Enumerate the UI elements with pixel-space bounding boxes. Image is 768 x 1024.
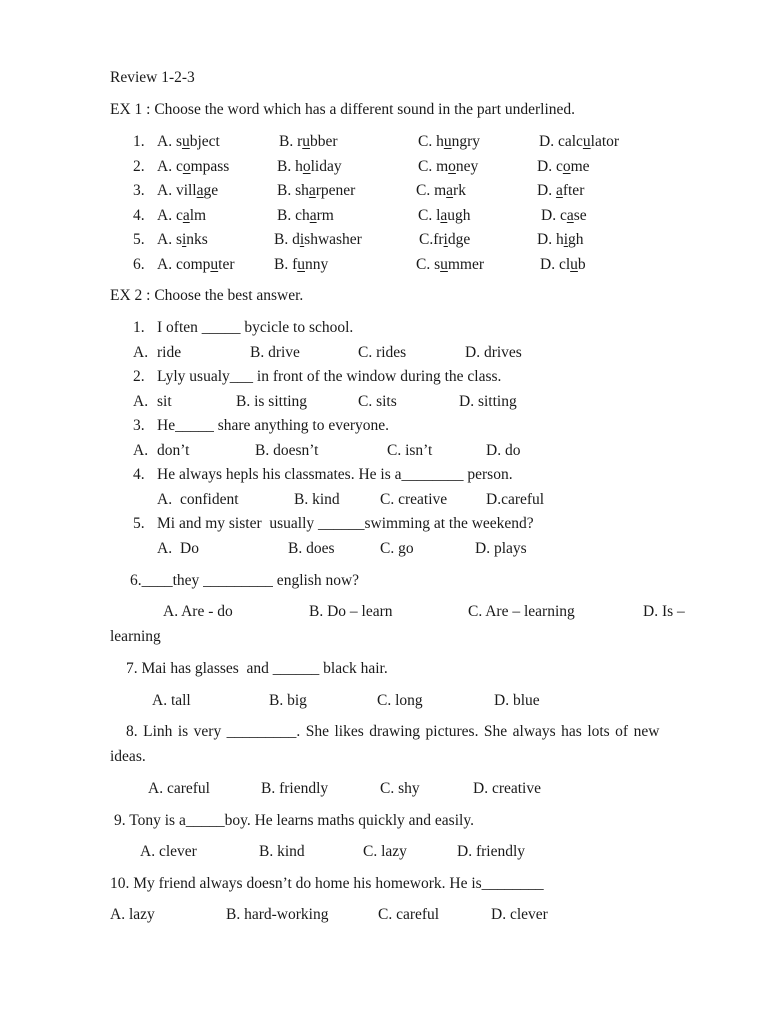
ex2-option-d: D. clever bbox=[491, 906, 548, 923]
ex2-option-c: C. shy bbox=[380, 780, 420, 797]
ex2-question-text: Lyly usualy___ in front of the window during the class. bbox=[157, 368, 502, 385]
ex2-option-b: B. big bbox=[269, 692, 307, 709]
ex1-option-a: A. subject bbox=[157, 133, 220, 150]
ex1-item-number: 1. bbox=[133, 133, 145, 150]
ex1-option-c: C. summer bbox=[416, 256, 485, 273]
ex1-option-b: B. sharpener bbox=[277, 182, 356, 199]
ex1-option-b: B. funny bbox=[274, 256, 329, 273]
ex2-option-b: B. Do – learn bbox=[309, 603, 393, 620]
ex1-item-number: 5. bbox=[133, 231, 145, 248]
ex2-option-a: A. Are - do bbox=[163, 603, 233, 620]
ex2-question-text: He always hepls his classmates. He is a________ person. bbox=[157, 466, 513, 483]
ex2-option-b: B. kind bbox=[294, 491, 340, 508]
ex1-option-b: B. dishwasher bbox=[274, 231, 362, 248]
ex2-option-d: D. Is – bbox=[643, 603, 685, 620]
ex2-option-a: A. careful bbox=[148, 780, 210, 797]
ex1-option-c: C. money bbox=[418, 158, 479, 175]
ex2-option-c: C. Are – learning bbox=[468, 603, 575, 620]
ex1-option-d: D. after bbox=[537, 182, 585, 199]
ex1-option-b: B. charm bbox=[277, 207, 334, 224]
ex2-option-a: don’t bbox=[157, 442, 190, 459]
ex2-option-d: D. creative bbox=[473, 780, 541, 797]
ex2-question-number: 4. bbox=[133, 466, 145, 483]
ex2-heading: EX 2 : Choose the best answer. bbox=[110, 287, 304, 304]
ex2-question-text: I often _____ bycicle to school. bbox=[157, 319, 354, 336]
ex1-item-number: 3. bbox=[133, 182, 145, 199]
ex2-question-text: 10. My friend always doesn’t do home his homework. He is________ bbox=[110, 875, 544, 892]
ex2-option-b: B. does bbox=[288, 540, 335, 557]
ex2-option-d: D. sitting bbox=[459, 393, 517, 410]
ex1-option-c: C. mark bbox=[416, 182, 466, 199]
ex2-question-text: He_____ share anything to everyone. bbox=[157, 417, 390, 434]
ex2-option-a-letter: A. bbox=[157, 491, 173, 508]
ex1-option-c: C.fridge bbox=[419, 231, 471, 248]
ex1-option-d: D. come bbox=[537, 158, 590, 175]
ex2-question-number: 3. bbox=[133, 417, 145, 434]
ex1-item-number: 6. bbox=[133, 256, 145, 273]
ex2-option-a: A. lazy bbox=[110, 906, 155, 923]
ex1-option-d: D. case bbox=[541, 207, 587, 224]
ex2-option-d: D. friendly bbox=[457, 843, 526, 860]
page-title: Review 1-2-3 bbox=[110, 69, 195, 86]
ex1-option-a: A. sinks bbox=[157, 231, 208, 248]
ex1-item-number: 2. bbox=[133, 158, 145, 175]
ex2-option-d-continued: learning bbox=[110, 628, 161, 645]
ex1-option-b: B. rubber bbox=[279, 133, 338, 150]
ex2-option-c: C. rides bbox=[358, 344, 407, 361]
ex2-option-a: A. clever bbox=[140, 843, 197, 860]
ex2-option-d: D. drives bbox=[465, 344, 522, 361]
ex2-question-text: 9. Tony is a_____boy. He learns maths quickly and easily. bbox=[114, 812, 474, 829]
ex2-question-number: 1. bbox=[133, 319, 145, 336]
ex2-question-number: 5. bbox=[133, 515, 145, 532]
ex2-option-a: sit bbox=[157, 393, 172, 410]
ex1-option-a: A. village bbox=[157, 182, 219, 199]
ex2-question-text-continued: ideas. bbox=[110, 748, 146, 765]
ex1-heading: EX 1 : Choose the word which has a different sound in the part underlined. bbox=[110, 101, 576, 118]
ex2-option-c: C. long bbox=[377, 692, 423, 709]
ex1-option-c: C. laugh bbox=[418, 207, 471, 224]
ex2-question-text: 8. Linh is very _________. She likes drawing pictures. She always has lots of new bbox=[126, 723, 660, 740]
ex2-option-a-letter: A. bbox=[157, 540, 173, 557]
ex2-option-b: B. is sitting bbox=[236, 393, 308, 410]
ex2-question-number: 2. bbox=[133, 368, 145, 385]
ex2-option-b: B. drive bbox=[250, 344, 300, 361]
ex2-option-b: B. hard-working bbox=[226, 906, 329, 923]
ex2-option-d: D. do bbox=[486, 442, 521, 459]
ex1-option-d: D. club bbox=[540, 256, 586, 273]
ex2-question-text: Mi and my sister usually ______swimming at the weekend? bbox=[157, 515, 534, 532]
ex2-option-c: C. creative bbox=[380, 491, 448, 508]
ex1-option-b: B. holiday bbox=[277, 158, 342, 175]
ex2-option-c: C. sits bbox=[358, 393, 397, 410]
ex1-option-d: D. calculator bbox=[539, 133, 620, 150]
ex2-option-a: ride bbox=[157, 344, 182, 361]
ex2-option-c: C. go bbox=[380, 540, 414, 557]
ex2-option-d: D. blue bbox=[494, 692, 540, 709]
ex2-option-a: A. tall bbox=[152, 692, 191, 709]
ex1-option-a: A. calm bbox=[157, 207, 207, 224]
ex2-option-a-letter: A. bbox=[133, 393, 149, 410]
ex2-option-c: C. careful bbox=[378, 906, 440, 923]
ex2-option-a-letter: A. bbox=[133, 442, 149, 459]
ex2-option-c: C. lazy bbox=[363, 843, 407, 860]
ex1-option-a: A. compass bbox=[157, 158, 230, 175]
ex1-item-number: 4. bbox=[133, 207, 145, 224]
ex1-option-c: C. hungry bbox=[418, 133, 481, 150]
ex2-option-b: B. kind bbox=[259, 843, 305, 860]
ex2-option-b: B. friendly bbox=[261, 780, 329, 797]
ex2-option-a: confident bbox=[180, 491, 239, 508]
ex2-question-text: 7. Mai has glasses and ______ black hair. bbox=[126, 660, 388, 677]
ex2-option-b: B. doesn’t bbox=[255, 442, 319, 459]
ex2-option-c: C. isn’t bbox=[387, 442, 433, 459]
ex2-option-a: Do bbox=[180, 540, 199, 557]
ex1-option-d: D. high bbox=[537, 231, 584, 248]
ex1-option-a: A. computer bbox=[157, 256, 235, 273]
ex2-option-d: D. plays bbox=[475, 540, 527, 557]
ex2-option-a-letter: A. bbox=[133, 344, 149, 361]
ex2-option-d: D.careful bbox=[486, 491, 545, 508]
ex2-question-text: 6.____they _________ english now? bbox=[130, 572, 360, 589]
